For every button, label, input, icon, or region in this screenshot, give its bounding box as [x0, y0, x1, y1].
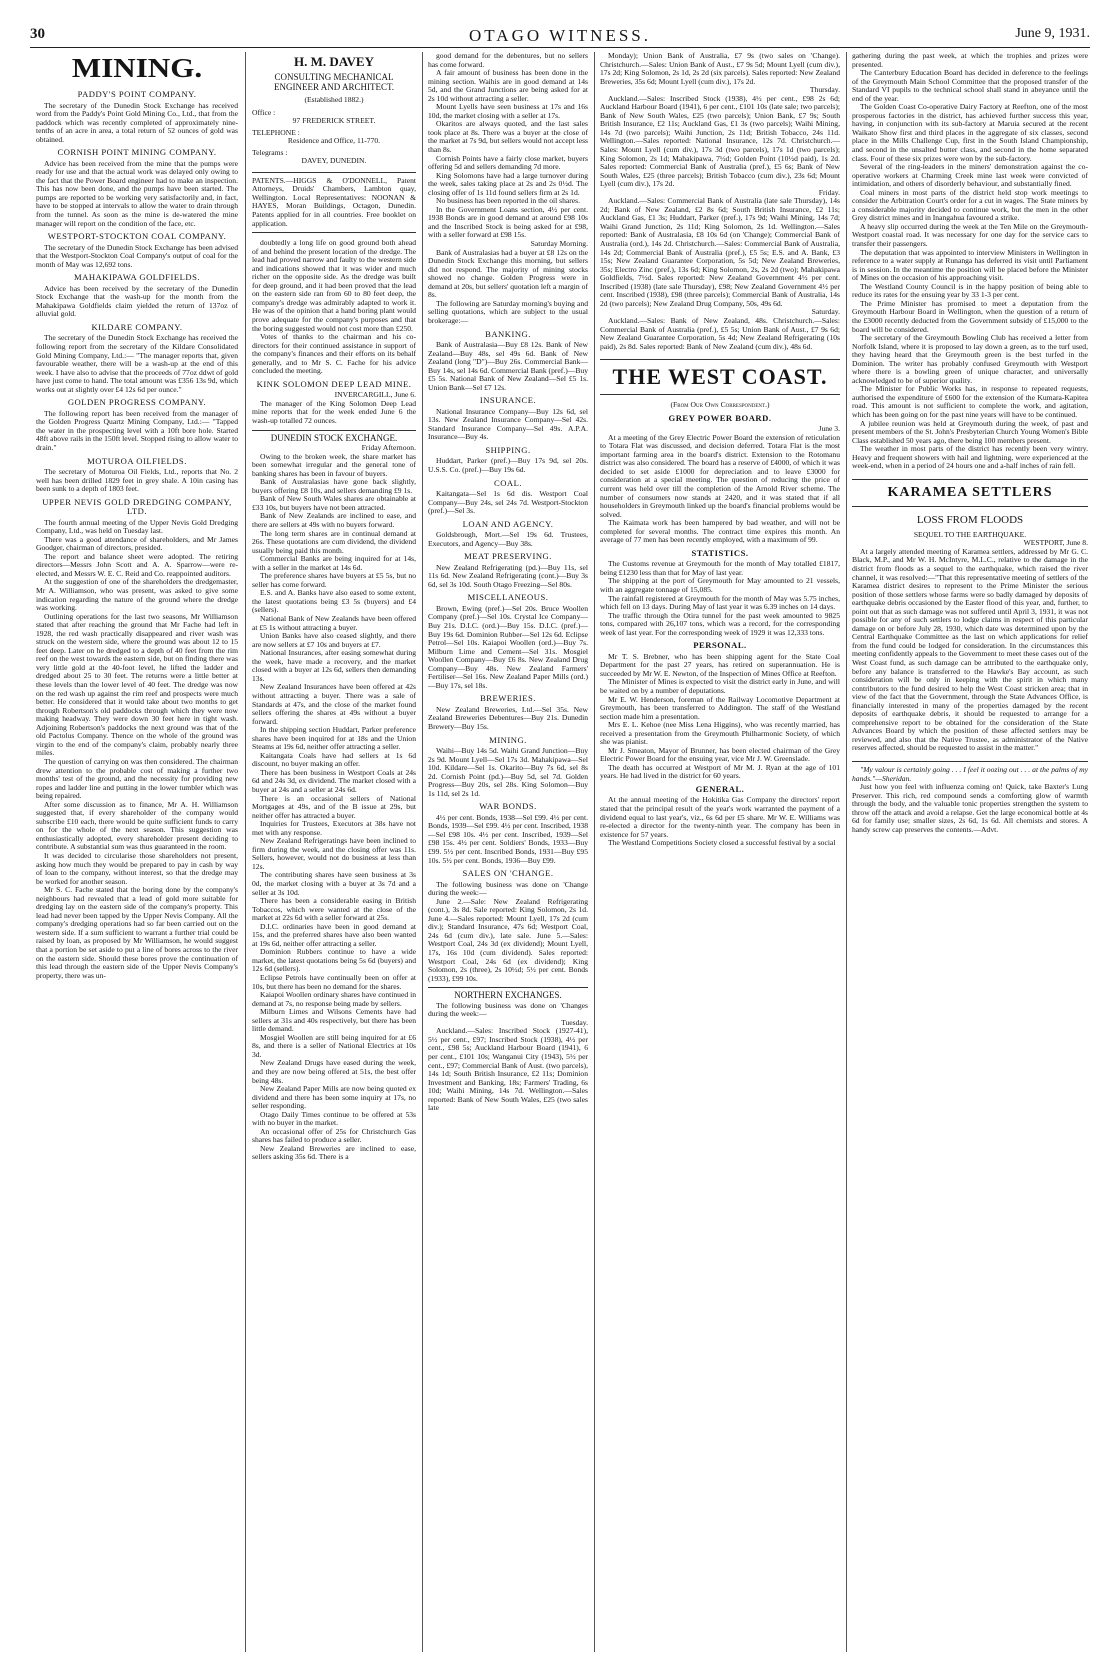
article-text: The Minister of Mines is expected to visit the district early in June, and will be waited on by a number of deputations.	[600, 677, 840, 695]
article-text: The following business was done on 'Change during the week:—	[428, 879, 588, 898]
article-text: Okaritos are always quoted, and the last sales took place at 8s. There was a buyer at the close of the market at 7s 9d, but sellers would not accept less than 8s.	[428, 119, 588, 155]
article-heading: GREY POWER BOARD.	[668, 412, 772, 423]
ad-text: PATENTS.—HIGGS & O'DONNELL, Patent Attorneys, Druids' Chambers, Lambton quay, Wellington. Local Representatives: NOONAN & HAYES, Moran Buildings, Octagon, Dunedin. Patents applied for in all countries. Free booklet on application.	[252, 175, 416, 228]
article-text: There has been business in Westport Coals at 24s 6d and 24s 3d, ex dividend. The market closed with a buyer at 24s and a seller at 24s 6d.	[252, 767, 416, 794]
article-text: Kaitangata Coals have had sellers at 1s 6d discount, no buyer making an offer.	[252, 750, 416, 769]
quotation-list: Goldsbrough, Mort.—Sel 19s 6d. Trustees, Executors, and Agency—Buy 38s.	[428, 530, 588, 548]
article-text: Bank of Australasias have gone back slightly, buyers offering £8 10s, and sellers demanding £9 1s.	[252, 477, 416, 495]
masthead	[30, 26, 1090, 48]
article-heading: PERSONAL.	[693, 640, 747, 651]
article-heading: STATISTICS.	[691, 547, 749, 558]
quotation-list: National Insurance Company—Buy 12s 6d, sel 13s. New Zealand Insurance Company—Sel 42s. Standard Insurance Company—Sel 49s. A.P.A. Insurance—Buy 4s.	[428, 406, 588, 442]
ad-office-label: Office :	[252, 107, 276, 117]
article-text: National Bank of New Zealands have been offered at £5 1s without attracting a buyer.	[252, 614, 416, 632]
article-text: The shipping at the port of Greymouth for May amounted to 21 vessels, with an aggregate tonnage of 15,085.	[600, 576, 840, 594]
article-text: The secretary of the Dunedin Stock Exchange has been advised that the Westport-Stockton Coal Company's output of coal for the month of May was 12,692 tons.	[36, 242, 238, 269]
article-text: The death has occurred at Westport of Mr M. J. Ryan at the age of 101 years. He had lived in the district for 60 years.	[600, 762, 840, 781]
article-text: Outlining operations for the last two seasons, Mr Williamson stated that after reaching the ground that Mr Fache had left in 1928, the red wash practically disappeared and river wash was struck on the western side, where the ground was about 12 to 15 feet deep. Later on he dredged to a depth of 40 feet from the rim reef on the west towards the eastern side, but on finding there was very little gold at the 40-foot level, he lifted the ladder and dredged about 25 to 30 feet. The returns were a little better at these levels than the lower level of 40 feet. The dredge was now on the red wash up against the rim reef and prospects were much better. He considered that it would take about two months to get through Robertson's old paddocks through which they were now making headway. They were down 30 feet here in tight wash. Adjoining Robertson's paddocks the next ground was that of the old Pactolus Company. Thence on the whole of the ground was virgin to the end of the company's claim, probably nearly three miles.	[36, 611, 238, 758]
subheading: SHIPPING.	[485, 444, 531, 455]
article-deck: SEQUEL TO THE EARTHQUAKE.	[913, 529, 1027, 539]
quotation-list: Kaitangata—Sel 1s 6d dis. Westport Coal Company—Buy 24s, sel 24s 7d. Westport-Stockton (pref.)—Sel 3s.	[428, 489, 588, 516]
article-text: The following business was done on 'Changes during the week:—	[428, 1000, 588, 1019]
article-text: The Westland Competitions Society closed a successful festival by a social	[608, 838, 836, 848]
article-text: The Customs revenue at Greymouth for the month of May totalled £1817, being £1230 less than that for May of last year.	[600, 559, 840, 577]
article-heading: GOLDEN PROGRESS COMPANY.	[67, 397, 207, 408]
article-text: Auckland.—Sales: Bank of New Zealand, 48s. Christchurch.—Sales: Commercial Bank of Australia (pref.), £5 5s; Union Bank of Aust., £7 9s 6d; New Zealand Guarantee Corporation, 5s 4d; New Zealand Refrigerating (10s paid), 2s 8d. Sales reported: Bank of New Zealand (cum div.), 48s 6d.	[600, 315, 840, 351]
quotation-list: Brown, Ewing (pref.)—Sel 20s. Bruce Woollen Company (pref.)—Sel 10s. Crystal Ice Company—Buy 21s. D.I.C. (ord.)—Buy 15s. D.I.C. (pref.)—Buy 19s 6d. Dominion Rubber—Sel 12s 6d. Eclipse Petrol—Sel 10s. Kaiapoi Woollen (ord.)—Buy 7s. Milburn Lime and Cement—Sel 31s. Mosgiel Woollen Company—Buy £6 8s. New Zealand Drug Company—Buy 48s. New Zealand Farmers' Fertiliser—Sel 16s. New Zealand Paper Mills (ord.)—Buy 17s, sel 18s.	[428, 603, 588, 690]
article-text: Mr S. C. Fache stated that the boring done by the company's neighbours had revealed that a lead of gold more suitable for dredging lay on the eastern side of the company's property. This lead had never been tapped by the Upper Nevis Company. All the company's dredging operations had so far been carried out on the western side. If a sum sufficient to warrant a further trial could be raised by loan, as proposed by Mr Williamson, he would suggest that a portion be set aside to put a line of bores across to the river on the eastern side. Should these bores prove the continuation of this lead through the eastern side of the Upper Nevis Company's property, there was un-	[36, 885, 238, 980]
column-rule	[594, 52, 595, 1652]
article-text: E.S. and A. Banks have also eased to some extent, the latest quotations being £3 5s (buyers) and £4 (sellers).	[252, 588, 416, 615]
article-text: The Minister for Public Works has, in response to repeated requests, authorised the expenditure of £600 for the extension of the Kumara-Kapitea road. This amount is not sufficient to complete the work, and agitation, which has been going on for the past nine years will have to be continued.	[852, 384, 1088, 419]
article-text: Auckland.—Sales: Inscribed Stock (1938), 4½ per cent., £98 2s 6d; Auckland Harbour Board (1941), 6 per cent., £101 10s (late sale; two parcels); Bank of New South Wales, £25 (two parcels); Union Bank, £7 9s; South British Insurance, £2 11s; Auckland Gas, £1 3s (two parcels); Waihi Mining, 14s 7d (two parcels); Waihi Junction, 2s 11d; British Tobacco, 24s 11d. Wellington.—Sales reported: National Insurance, 12s 7d. Christchurch.—Sales: Mount Lyell (cum div.), 17s 3d (two parcels), 17s 1d (two parcels); King Solomon, 2s 1d; Mahakipawa, 7½d; Golden Point (10½d paid), 1s 2d. Sales reported: Commercial Bank of Australia (pref.), £5 6s; Bank of New South Wales, £25 (three parcels); British Tobacco (cum div.), 23s 6d; Mount Lyell (cum div.), 17s 2d.	[600, 93, 840, 189]
article-heading: NORTHERN EXCHANGES.	[428, 987, 588, 1000]
article-text: Kaiapoi Woollen ordinary shares have continued in demand at 7s, no response being made by sellers.	[252, 990, 416, 1008]
subheading: BANKING.	[485, 328, 531, 339]
article-text: Mr E. W. Henderson, foreman of the Railway Locomotive Department at Greymouth, has been transferred to Addington. The staff of the Westland section made him a presentation.	[600, 694, 840, 721]
quotation-list: Waihi—Buy 14s 5d. Waihi Grand Junction—Buy 2s 9d. Mount Lyell—Sel 17s 3d. Mahakipawa—Sel 10d. Kildare—Sel 1s. Okarito—Buy 7s 6d, sel 8s 2d. Cornish Point (pd.)—Buy 5d, sel 7d. Golden Progress—Buy 20s, sel 28s. King Solomon—Buy 1s 11d, sel 2s 1d.	[428, 746, 588, 798]
subheading: BREWERIES.	[480, 693, 536, 704]
article-heading: KINK SOLOMON DEEP LEAD MINE.	[256, 378, 412, 389]
article-text: The secretary of the Greymouth Bowling Club has received a letter from Norfolk Island, where it is proposed to lay down a green, as to the turf used, they having heard that the Greymouth green is the best turfed in the Dominion. The writer has probably confused Greymouth with Westport where there is a bowling green of unique character, and universally acknowledged to be of superior quality.	[852, 333, 1088, 385]
column-3	[428, 52, 588, 1652]
article-heading: GENERAL.	[695, 783, 745, 794]
article-text: New Zealand Paper Mills are now being quoted ex dividend and there has been some inquiry at 17s, no seller responding.	[252, 1084, 416, 1111]
article-text: Union Banks have also ceased slightly, and there are now sellers at £7 10s and buyers at £7.	[252, 631, 416, 649]
article-text: There has been a considerable easing in British Tobaccos, which were wanted at the close of the market at 22s 6d with a seller forward at 25s.	[252, 896, 416, 923]
article-heading: MOTUROA OILFIELDS.	[87, 455, 187, 466]
article-text: Several of the ring-leaders in the miners' demonstration against the co-operative workers at Charming Creek mine last week were convicted of intimidation, and others of disorderly behaviour, and substantially fined.	[852, 162, 1088, 189]
dateline: Thursday.	[809, 85, 840, 95]
patents-advertisement	[252, 172, 416, 233]
article-text: gathering during the past week, at which the trophies and prizes were presented.	[852, 52, 1088, 69]
article-text: At the suggestion of one of the shareholders the dredgemaster, Mr A. Williamson, who was present, was asked to give some indication regarding the nature of the ground where the dredge was working.	[36, 577, 238, 613]
column-5	[852, 52, 1088, 1652]
article-text: Mount Lyells have seen business at 17s and 16s 10d, the market closing with a seller at 17s.	[428, 102, 588, 120]
article-text: The manager of the King Solomon Deep Lead mine reports that for the week ended June 6 the wash-up totalled 72 ounces.	[252, 398, 416, 425]
article-text: There is an occasional sellers of National Mortgages at 49s, and of the B issue at 29s, but neither offer has attracted a buyer.	[252, 793, 416, 820]
article-text: The preference shares have buyers at £5 5s, but no seller has come forward.	[252, 571, 416, 589]
article-heading: KILDARE COMPANY.	[91, 321, 183, 332]
ad-established: (Established 1882.)	[304, 95, 364, 104]
newspaper-name: OTAGO WITNESS.	[469, 26, 651, 45]
article-text: Votes of thanks to the chairman and his co-directors for their continued assistance in support of the company's finances and their efforts on its behalf generally, and to Mr S. C. Fache for his advice concluded the meeting.	[252, 332, 416, 376]
masthead-rule	[30, 47, 1090, 48]
article-text: It was decided to circularise those shareholders not present, asking how much they would be prepared to pay in cash by way of loan to the company, without interest, so that the dredge may be worked for another season.	[36, 850, 238, 886]
article-text: D.I.C. ordinaries have been in good demand at 15s, and the preferred shares have also been wanted at 19s 6d, neither offer attracting a seller.	[252, 921, 416, 948]
subheading: WAR BONDS.	[479, 801, 537, 812]
dateline: Friday Afternoon.	[361, 443, 416, 453]
article-text: Auckland.—Sales: Commercial Bank of Australia (late sale Thursday), 14s 2d; Bank of New Zealand, £2 8s 6d; South British Insurance, £2 11s; Auckland Gas, £1 3s; Huddart, Parker (pref.), 17s 9d; Waihi Mining, 14s 7d; Waihi Grand Junction, 2s 11d; King Solomon, 2s 1d. Wellington.—Sales reported: Bank of Australasia, £8 10s 6d (on 'Change); Commercial Bank of Australia (ord.), 14s 2d. Christchurch.—Sales: Commercial Bank of Australia, 14s 2d; Commercial Bank of Australia (pref.), £5 5s; E.S. and A. Bank, £3 15s; New Zealand Guarantee Corporation, 5s 5d; New Zealand Breweries, 35s; Electro Zinc (pref.), 13s 6d; King Solomon, 2s, 2s 2d (two); Mahakipawa Goldfields, 7½d. Sales reported: New Zealand Government 4½ per cent. Inscribed (1938) (late sale Thursday), £98; New Zealand Government 4½ per cent. Inscribed (1938), £98 (three parcels); Commercial Bank of Australia, 14s 2d (two parcels); New Zealand Drug Company, 50s, 49s 6d.	[600, 196, 840, 308]
article-heading: WESTPORT-STOCKTON COAL COMPANY.	[47, 231, 227, 242]
article-text: Bank of New South Wales shares are obtainable at £33 10s, but buyers have not been attracted.	[252, 494, 416, 512]
article-text: Mosgiel Woollen are still being inquired for at £6 8s, and there is a seller of National Electrics at 10s 3d.	[252, 1032, 416, 1059]
column-2	[252, 52, 416, 1652]
issue-date: June 9, 1931.	[1015, 26, 1090, 41]
subheading: MISCELLANEOUS.	[467, 592, 549, 603]
article-text: The Westland County Council is in the happy position of being able to reduce its rates for the ensuing year by 33 1-3 per cent.	[852, 281, 1088, 300]
quotation-list: New Zealand Breweries, Ltd.—Sel 35s. New Zealand Breweries Debentures—Buy 21s. Dunedin Brewery—Buy 15s.	[428, 704, 588, 731]
article-text: A jubilee reunion was held at Greymouth during the week, of past and present members of the St. John's Presbyterian Church Young Women's Bible Class established 50 years ago, there being 100 members present.	[852, 418, 1088, 445]
article-text: Eclipse Petrols have continually been on offer at 10s, but there has been no demand for the shares.	[252, 973, 416, 991]
article-text: The Kaimata work has been hampered by bad weather, and will not be completed for several months. The contract time expires this month. An average of 77 men has been recently employed, with a maximum of 99.	[600, 518, 840, 545]
davey-advertisement	[252, 54, 416, 166]
subheading: MEAT PRESERVING.	[464, 551, 552, 562]
article-text: Cornish Points have a fairly close market, buyers offering 5d and sellers demanding 7d more.	[428, 153, 588, 172]
ad-phone: Residence and Office, 11-770.	[287, 136, 381, 146]
ad-name: H. M. DAVEY	[294, 54, 374, 69]
article-text: New Zealand Drugs have eased during the week, and they are now being offered at 51s, the best offer being 48s.	[252, 1058, 416, 1085]
section-heading-west-coast: THE WEST COAST.	[612, 364, 828, 390]
article-text: Commercial Banks are being inquired for at 14s, with a seller in the market at 14s 6d.	[252, 554, 416, 572]
article-text: June 2.—Sale: New Zealand Refrigerating (cont.), 3s 8d. Sale reported: King Solomon, 2s 1d. June 4.—Sales reported: Mount Lyell, 17s 2d (cum div.); Standard Insurance, 47s 6d; Westport Coal, 24s 6d (cum div.), late sale. June 5.—Sales: Westport Coal, 24s 3d (ex dividend); Mount Lyell, 17s, 16s 10d (cum dividend). Sales reported: Westport Coal, 24s 6d (ex dividend); King Solomon, 2s (three), 2s 10½d; 5½ per cent. Bonds (1933), £99 10s.	[428, 896, 588, 983]
article-heading-karamea: KARAMEA SETTLERS	[887, 484, 1053, 500]
article-text: New Zealand Insurances have been offered at 42s without attracting a buyer. There was a sale of Standards at 47s, and the close of the market found sellers offering the shares at 49s without a buyer forward.	[252, 682, 416, 726]
article-text: Milburn Limes and Wilsons Cements have had sellers at 31s and 40s respectively, but there has been little demand.	[252, 1007, 416, 1034]
quote-text: "My valour is certainly going . . . I feel it oozing out . . . at the palms of my hands."—Sheridan.	[852, 761, 1088, 783]
page-number: 30	[30, 26, 45, 42]
article-text: The weather in most parts of the district has recently been very wintry. Heavy and frequent showers with hail and lightning, were experienced at the week-end, when in a period of 24 hours one and a-half inches of rain fell.	[852, 444, 1088, 471]
article-text: At a meeting of the Grey Electric Power Board the extension of reticulation to Totara Flat was discussed, and decision deferred. Totara Flat is the most important farming area in the board's district. Extension to the Rotomanu district was also considered. The board has a reserve of £4000, of which it was decided to set aside £1000 for depreciation and to leave £3000 for consideration at a special meeting. The question of reducing the price of current was held over till the completion of the Arnold River scheme. The number of consumers now stands at 2420, and it was stated that if all householders in Greymouth linked up the board's financial problems would be solved.	[600, 432, 840, 519]
article-text: Mr T. S. Brebner, who has been shipping agent for the State Coal Department for the past 27 years, has retired on superannuation. He is succeeded by Mr W. E. Newton, of the Inspection of Mines Office at Reefton.	[600, 651, 840, 678]
article-text: The traffic through the Otira tunnel for the past week amounted to 9825 tons, compared with 26,107 tons, which was a record, for the corresponding week of last year. For the corresponding week of 1929 it was 12,333 tons.	[600, 610, 840, 637]
article-text: The Prime Minister has promised to meet a deputation from the Greymouth Harbour Board in Wellington, when the question of a return of the £3000 recently deducted from the Government subsidy of £15,000 to the board will be considered.	[852, 298, 1088, 334]
article-text: doubtedly a long life on good ground both ahead of and behind the present location of the dredge. The lead had proved narrow and faulty to the western side and indications showed that it was wider and much richer on the opposite side. As the dredge was built for deep ground, and it had been proved that the lead on the eastern side ran from 60 to 80 feet deep, the company's dredge was admirably adapted to work it. He was of the opinion that a hand boring plant would prove adequate for the company's purposes and that the boring suggested would not cost more than £250.	[252, 238, 416, 333]
article-text: The secretary of Moturoa Oil Fields, Ltd., reports that No. 2 well has been drilled 1829 feet in grey shale. A 10in casing has been sunk to a depth of 1803 feet.	[36, 467, 238, 494]
article-text: The following are Saturday morning's buying and selling quotations, which are subject to the usual brokerage:—	[428, 298, 588, 325]
article-text: Auckland.—Sales: Inscribed Stock (1927-41), 5½ per cent., £97; Inscribed Stock (1938), 4½ per cent., £98 5s; Auckland Harbour Board (1941), 6 per cent., £101 10s; Wanganui City (1943), 5½ per cent., £97; Commercial Bank of Aust. (two parcels), 14s 1d; South British Insurance, £2 11s; Dominion Investment and Banking, 18s; Farmers' Trading, 6s 10d; Waihi Mining, 14s 7d. Wellington.—Sales reported: Bank of New South Wales, £25 (two sales late	[428, 1026, 588, 1113]
ad-telegram-label: Telegrams :	[252, 147, 288, 157]
article-text: A fair amount of business has been done in the mining section. Waihis are in good demand at 14s 5d, and the Grand Junctions are being asked for at 2s 10d without attracting a seller.	[428, 68, 588, 103]
article-text: Advice has been received from the mine that the pumps were ready for use and that the actual work was delayed only owing to the fact that the Power Board engineer had to make an inspection. This has now been done, and the pumps have been started. The pumps are reported to be working very satisfactorily and, in fact, have to be stopped at intervals to allow the water to drain through from the tunnel. As soon as the mine is de-watered the mine manager will report on the condition of the face, etc.	[36, 158, 238, 228]
article-heading: UPPER NEVIS GOLD DREDGING COMPANY, LTD.	[42, 496, 232, 517]
article-text: The long term shares are in continual demand at 26s. These quotations are cum dividend, the dividend usually being paid this month.	[252, 528, 416, 555]
article-text: Dominion Rubbers continue to have a wide market, the latest quotations being 5s 6d (buyers) and 12s 6d (sellers).	[252, 947, 416, 974]
article-text: good demand for the debentures, but no sellers has come forward.	[428, 52, 588, 69]
article-text: The deputation that was appointed to interview Ministers in Wellington in reference to a water supply at Runanga has deferred its visit until Parliament is in session. In the meantime the position will be placed before the Minister of Mines on the occasion of his approaching visit.	[852, 247, 1088, 283]
article-text: New Zealand Breweries are inclined to ease, sellers asking 35s 6d. There is a	[252, 1143, 416, 1162]
subheading: INSURANCE.	[479, 395, 537, 406]
column-rule	[422, 52, 423, 1652]
ad-telegram: DAVEY, DUNEDIN.	[301, 156, 367, 166]
article-text: Otago Daily Times continue to be offered at 53s with no buyer in the market.	[252, 1109, 416, 1128]
article-text: Bank of Australasias had a buyer at £8 12s on the Dunedin Stock Exchange this morning, but sellers did not respond. The majority of mining stocks showed no change. Golden Progress were in demand at 20s, but sellers' quotation left a margin of 8s.	[428, 247, 588, 300]
article-text: The Canterbury Education Board has decided in deference to the feelings of the Greymouth Main School Committee that the proposed transfer of the Standard VI pupils to the technical school shall stand in abeyance until the end of the year.	[852, 68, 1088, 103]
article-text: The fourth annual meeting of the Upper Nevis Gold Dredging Company, Ltd., was held on Tuesday last.	[36, 517, 238, 536]
dateline: WESTPORT, June 8.	[1023, 538, 1088, 548]
article-text: In the shipping section Huddart, Parker preference shares have been inquired for at 18s and the Union Steams at 19s 6d, neither offer attracting a seller.	[252, 725, 416, 752]
correspondent-line: (From Our Own Correspondent.)	[670, 400, 770, 410]
karamea-banner	[852, 479, 1088, 507]
column-rule	[245, 52, 246, 1652]
subheading: COAL.	[493, 477, 523, 488]
subheading: MINING.	[489, 734, 527, 745]
article-text: Advice has been received by the secretary of the Dunedin Stock Exchange that the wash-up for the month from the Mahakipawa Goldfields claim yielded the return of 137oz of alluvial gold.	[36, 283, 238, 319]
quotation-list: New Zealand Refrigerating (pd.)—Buy 11s, sel 11s 6d. New Zealand Refrigerating (cont.)—Buy 3s 6d, sel 3s 10d. South Otago Freezing—Sel 80s.	[428, 562, 588, 589]
article-heading: MAHAKIPAWA GOLDFIELDS.	[73, 272, 200, 283]
article-text: Mrs E. L. Kehoe (nee Miss Lena Higgins), who was recently married, has received a presentation from the Greymouth Philharmonic Society, of which she was pianist.	[600, 720, 840, 747]
quotation-list: 4½ per cent. Bonds, 1938—Sel £99. 4½ per cent. Bonds, 1939—Sel £99. 4½ per cent. Inscribed, 1938—Sel £98 10s. 4½ per cent. Inscribed, 1939—Sel £98 15s. 4½ per cent. Soldiers' Bonds, 1933—Buy £99. 5½ per cent. Inscribed Bonds, 1931—Buy £95 10s. 5½ per cent. Bonds, 1936—Buy £99.	[428, 812, 588, 865]
article-heading: PADDY'S POINT COMPANY.	[77, 89, 197, 99]
section-heading-mining: MINING.	[71, 53, 203, 83]
article-text: In the Government Loans section, 4½ per cent. 1938 Bonds are in good demand at around £98 10s and the Inscribed Stock is being asked for at £98, with a seller forward at £98 15s.	[428, 204, 588, 240]
ad-phone-label: TELEPHONE :	[252, 127, 300, 137]
article-text: National Insurances, after easing somewhat during the week, have made a recovery, and the market closed with a buyer at 12s 6d, sellers then demanding 13s.	[252, 648, 416, 683]
article-text: New Zealand Refrigeratings have been inclined to firm during the week, and the closing offer was 11s. Sellers, however, would not do business at less than 12s.	[252, 836, 416, 871]
column-4	[600, 52, 840, 1652]
dateline: Tuesday.	[561, 1017, 588, 1027]
article-text: An occasional offer of 25s for Christchurch Gas shares has failed to produce a seller.	[252, 1126, 416, 1145]
article-text: Coal miners in most parts of the district held stop work meetings to consider the Arbitration Court's order for a cut in wages. The State miners by a considerable majority decided to continue work, but the men in the other Grey district mines and in Inangahua favoured a strike.	[852, 187, 1088, 223]
article-text: A heavy slip occurred during the week at the Ten Mile on the Greymouth-Westport coastal road. It was necessary for one day for the service cars to transfer their passengers.	[852, 221, 1088, 249]
article-text: There was a good attendance of shareholders, and Mr James Goodger, chairman of directors, presided.	[36, 534, 238, 553]
quotation-list: Huddart, Parker (pref.)—Buy 17s 9d, sel 20s. U.S.S. Co. (pref.)—Buy 19s 6d.	[428, 456, 588, 475]
article-text: The question of carrying on was then considered. The chairman drew attention to the probable cost of making a further two months' test of the ground, and the necessity for providing new ropes and ladder line and putting in the lower tumbler which was being repaired.	[36, 756, 238, 801]
column-1	[36, 52, 238, 1652]
ad-title: CONSULTING MECHANICAL ENGINEER AND ARCHITECT.	[273, 72, 395, 92]
subheading: LOAN AND AGENCY.	[462, 518, 554, 529]
column-rule	[846, 52, 847, 1652]
article-text: After some discussion as to finance, Mr A. H. Williamson suggested that, if every shareholder of the company would subscribe £10 each, there would be quite sufficient funds to carry on for the whole of the next season. This suggestion was enthusiastically adopted, every shareholder present deciding to contribute. A substantial sum was thus guaranteed in the room.	[36, 799, 238, 852]
article-subheading: LOSS FROM FLOODS	[916, 513, 1024, 526]
article-text: The following report has been received from the manager of the Golden Progress Quartz Mining Company, Ltd.:— "Tapped the water in the prospecting level with a 10ft bore hole. Started 48ft above rails in the 150ft level. Stopped rising to allow water to drain."	[36, 408, 238, 452]
dateline: Friday.	[818, 187, 840, 197]
article-heading: CORNISH POINT MINING COMPANY.	[57, 147, 217, 158]
article-text: The Golden Coast Co-operative Dairy Factory at Reefton, one of the most prosperous factories in the district, has achieved further success this year, having, in conjunction with its sub-factory at Maruia secured at the recent Waikato Show first and third places in the aggregate of six classes, second place in the Mills Challenge Cup, first in the South Island Championship, and second in the unsalted butter class, and second in the home separated class. Four of these six prizes were won by the sub-factory.	[852, 102, 1088, 163]
advertisement-text: Just how you feel with influenza coming on! Quick, take Baxter's Lung Preserver. This rich, red compound sends a comforting glow of warmth through the body, and the valuable tonic properties strengthen the system to throw off the attack and avoid a relapse. Get the large economical bottle at 4s 6d for family use; smaller sizes, 2s 6d, 1s 6d. All chemists and stores. A handy screw cap preserves the contents.—Advt.	[852, 782, 1088, 834]
dateline: Saturday Morning.	[530, 239, 588, 249]
article-text: The contributing shares have seen business at 3s 0d, the market closing with a buyer at 3s 7d and a seller at 3s 10d.	[252, 870, 416, 897]
article-text: King Solomons have had a large turnover during the week, sales taking place at 2s and 2s 0½d. The closing offer of 1s 11d found sellers firm at 2s 1d.	[428, 170, 588, 197]
ad-address: 97 FREDERICK STREET.	[292, 116, 376, 126]
article-text: Bank of New Zealands are inclined to ease, and there are sellers at 49s with no buyers forward.	[252, 511, 416, 530]
article-text: Owing to the broken week, the share market has been somewhat irregular and the general tone of banking shares has been in favour of buyers.	[252, 451, 416, 478]
dateline: June 3.	[818, 424, 840, 434]
article-text: At a largely attended meeting of Karamea settlers, addressed by Mr G. C. Black, M.P., and Mr W. H. McIntyre, M.L.C., relative to the damage in the district from floods as a sequel to the earthquake, which raised the river channel, it was resolved:—"That this representative meeting of settlers of the Karamea district desires to represent to the Prime Minister the serious position of those settlers whose farms were so badly damaged by deposits of earthquake debris occasioned by the Easter flood of this year, and, further, to point out that as such damage was not suffered until April 3, 1931, it was not possible for any of such settlers to lodge claims in respect of this particular damage on or before July 28, 1930, which date was determined upon by the Central Earthquake Committee as the last on which applications for relief from the fund could be lodged for consideration. In the circumstances this meeting confidently appeals to the Government to meet these cases out of the West Coast fund, as such damage can be attributed to the earthquake only, before any balance is transferred to the Hawke's Bay account, as such consideration will be only in keeping with the spirit in which many contributors to the fund desired to help the West Coast stricken area; that in view of the fact that the Government, through the State Advances Office, is financially interested in many of the properties damaged by the recent deposits of earthquake debris, it should be requested to arrange for a comprehensive report to be obtained for the consideration of the State Advances Board by which the position of these affected settlers may be reviewed, and also that the Native Trustee, as administrator of the Native reserves affected, should be requested to assist in the matter."	[852, 546, 1088, 753]
article-text: Monday); Union Bank of Australia, £7 9s (two sales on 'Change). Christchurch.—Sales: Union Bank of Aust., £7 9s 5d; Mount Lyell (cum div.), 17s 2d; King Solomon, 2s 1d, 2s 2d (six parcels). Sales reported: New Zealand Breweries, 35s 6d; Mount Lyell (cum div.), 17s 2d.	[600, 52, 840, 86]
article-text: The secretary of the Dunedin Stock Exchange has received word from the Paddy's Point Gold Mining Co., Ltd., that from the paddock which was recently completed of approximately nine-tenths of an acre in area, a total return of 52 ounces of gold was obtained.	[36, 100, 238, 144]
article-text: Inquiries for Trustees, Executors at 38s have not met with any response.	[252, 819, 416, 837]
article-text: The report and balance sheet were adopted. The retiring directors—Messrs John Scott and A. A. Sparrow—were re-elected, and Messrs W. E. C. Reid and Co. reappointed auditors.	[36, 551, 238, 578]
article-text: Mr J. Smeaton, Mayor of Brunner, has been elected chairman of the Grey Electric Power Board for the ensuing year, vice Mr J. W. Greenslade.	[600, 745, 840, 764]
article-text: No business has been reported in the oil shares.	[436, 196, 581, 206]
west-coast-banner	[600, 359, 840, 395]
article-heading: DUNEDIN STOCK EXCHANGE.	[252, 430, 416, 443]
quotation-list: Bank of Australasia—Buy £8 12s. Bank of New Zealand—Buy 48s, sel 49s 6d. Bank of New Zealand (long "D")—Buy 26s. Commercial Bank—Buy 14s, sel 14s 6d. Commercial Bank (pref.)—Buy £5 5s. National Bank of New Zealand—Sel £5 1s. Union Bank—Sel £7 12s.	[428, 340, 588, 392]
dateline: Saturday.	[811, 307, 840, 317]
subheading: SALES ON 'CHANGE.	[462, 868, 554, 879]
article-text: At the annual meeting of the Hokitika Gas Company the directors' report stated that the principal result of the year's work warranted the payment of a dividend equal to last year's, viz., 6s 6d per £5 share. Mr W. E. Williams was re-elected a director for the twenty-ninth year. The company has been in existence for 57 years.	[600, 795, 840, 839]
dateline: INVERCARGILL, June 6.	[334, 390, 416, 400]
article-text: The rainfall registered at Greymouth for the month of May was 5.75 inches, which fell on 13 days. During May of last year it was 6.39 inches on 14 days.	[600, 593, 840, 612]
article-text: The secretary of the Dunedin Stock Exchange has received the following report from the secretary of the Kildare Consolidated Gold Mining Company, Ltd.:— "The manager reports that, given favourable weather, there will be a wash-up at the end of this week. I have also to advise that the proceeds of 77oz ddwt of gold have just come to hand. The total amount was £356 13s 9d, which works out at slightly over £4 12s 6d per ounce."	[36, 333, 238, 394]
